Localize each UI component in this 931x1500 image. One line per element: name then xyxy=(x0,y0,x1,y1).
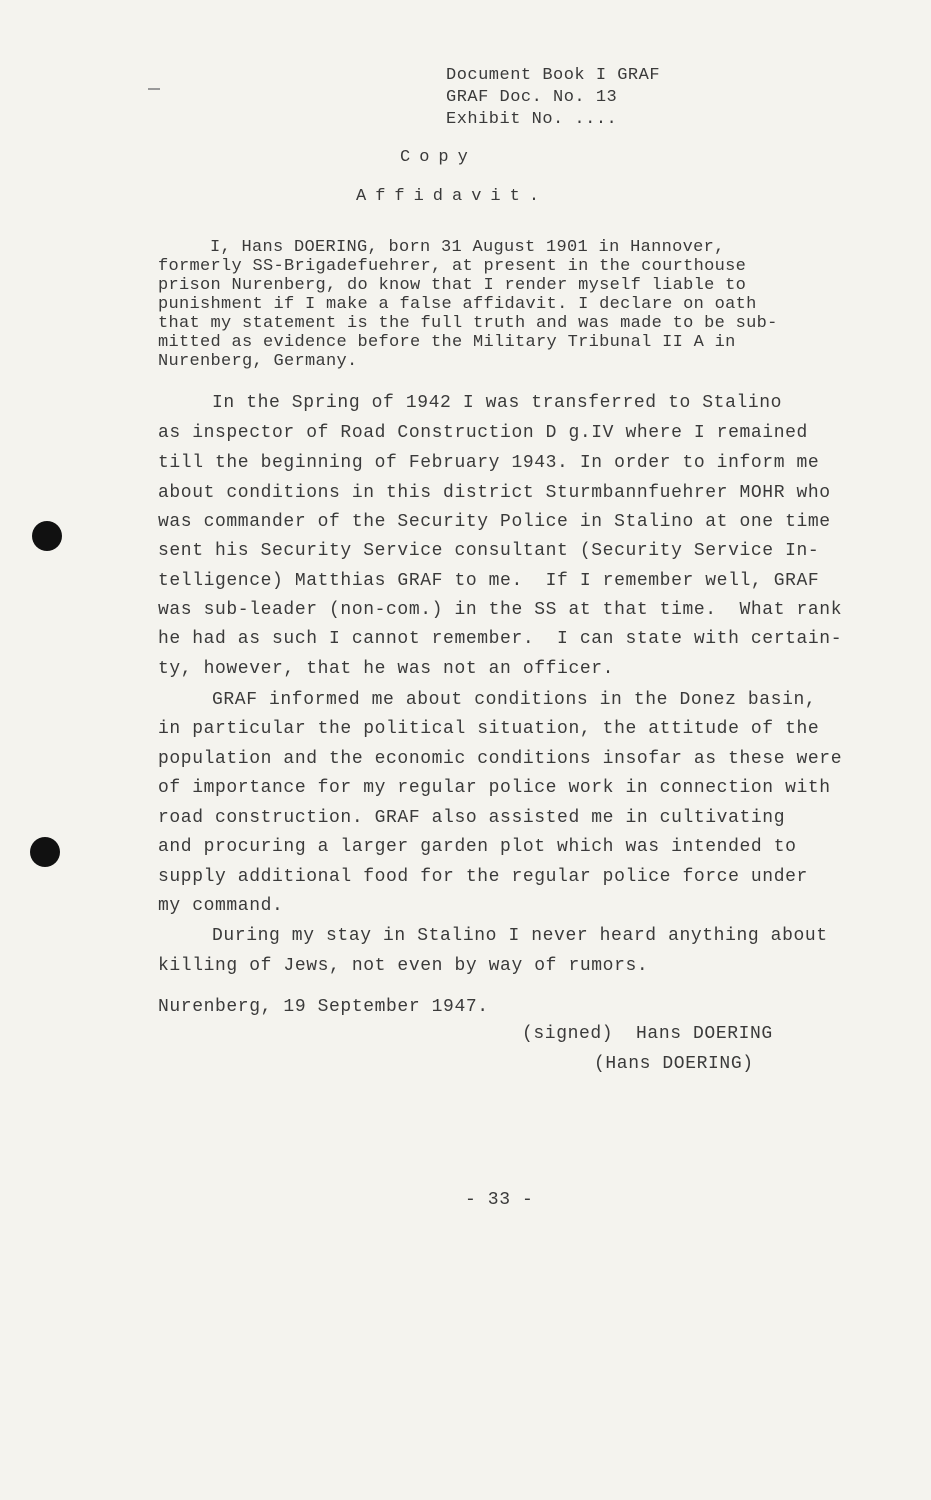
para3-line: in particular the political situation, the attitude of the xyxy=(158,719,820,739)
para2-line: about conditions in this district Sturmbannfuehrer MOHR who xyxy=(158,483,831,503)
para3-line: and procuring a larger garden plot which was intended to xyxy=(158,837,797,857)
para4-line: During my stay in Stalino I never heard anything about xyxy=(212,926,828,946)
para2-line: he had as such I cannot remember. I can state with certain- xyxy=(158,629,843,649)
para3-line: road construction. GRAF also assisted me in cultivating xyxy=(158,808,786,828)
para4-line: killing of Jews, not even by way of rumors. xyxy=(158,956,649,976)
para3-line: GRAF informed me about conditions in the Donez basin, xyxy=(212,690,817,710)
para3-line: of importance for my regular police work in connection with xyxy=(158,778,831,798)
para1-line: I, Hans DOERING, born 31 August 1901 in Hannover, xyxy=(210,238,725,257)
para1-line: formerly SS-Brigadefuehrer, at present in the courthouse xyxy=(158,257,747,276)
header-document-book: Document Book I GRAF xyxy=(446,66,661,85)
para1-line: that my statement is the full truth and was made to be sub- xyxy=(158,314,778,333)
para2-line: telligence) Matthias GRAF to me. If I remember well, GRAF xyxy=(158,571,820,591)
signature-signed: (signed) Hans DOERING xyxy=(522,1024,773,1044)
para2-line: as inspector of Road Construction D g.IV where I remained xyxy=(158,423,808,443)
header-exhibit-number: Exhibit No. .... xyxy=(446,110,618,129)
para1-line: punishment if I make a false affidavit. I declare on oath xyxy=(158,295,757,314)
para2-line: was sub-leader (non-com.) in the SS at that time. What rank xyxy=(158,600,843,620)
para2-line: till the beginning of February 1943. In order to inform me xyxy=(158,453,820,473)
copy-label: Copy xyxy=(400,148,477,167)
para2-line: In the Spring of 1942 I was transferred to Stalino xyxy=(212,393,783,413)
para2-line: was commander of the Security Police in Stalino at one time xyxy=(158,512,831,532)
punch-hole-icon xyxy=(30,837,60,867)
para3-line: supply additional food for the regular police force under xyxy=(158,867,808,887)
para2-line: ty, however, that he was not an officer. xyxy=(158,659,615,679)
para1-line: mitted as evidence before the Military Tribunal II A in xyxy=(158,333,736,352)
page-title: Affidavit. xyxy=(356,187,549,206)
margin-mark xyxy=(148,88,160,90)
para1-line: Nurenberg, Germany. xyxy=(158,352,358,371)
page-number: - 33 - xyxy=(465,1190,534,1210)
header-doc-number: GRAF Doc. No. 13 xyxy=(446,88,618,107)
para2-line: sent his Security Service consultant (Security Service In- xyxy=(158,541,820,561)
para3-line: my command. xyxy=(158,896,284,916)
place-date: Nurenberg, 19 September 1947. xyxy=(158,997,489,1017)
signature-typed: (Hans DOERING) xyxy=(594,1054,754,1074)
para3-line: population and the economic conditions insofar as these were xyxy=(158,749,843,769)
punch-hole-icon xyxy=(32,521,62,551)
para1-line: prison Nurenberg, do know that I render myself liable to xyxy=(158,276,747,295)
